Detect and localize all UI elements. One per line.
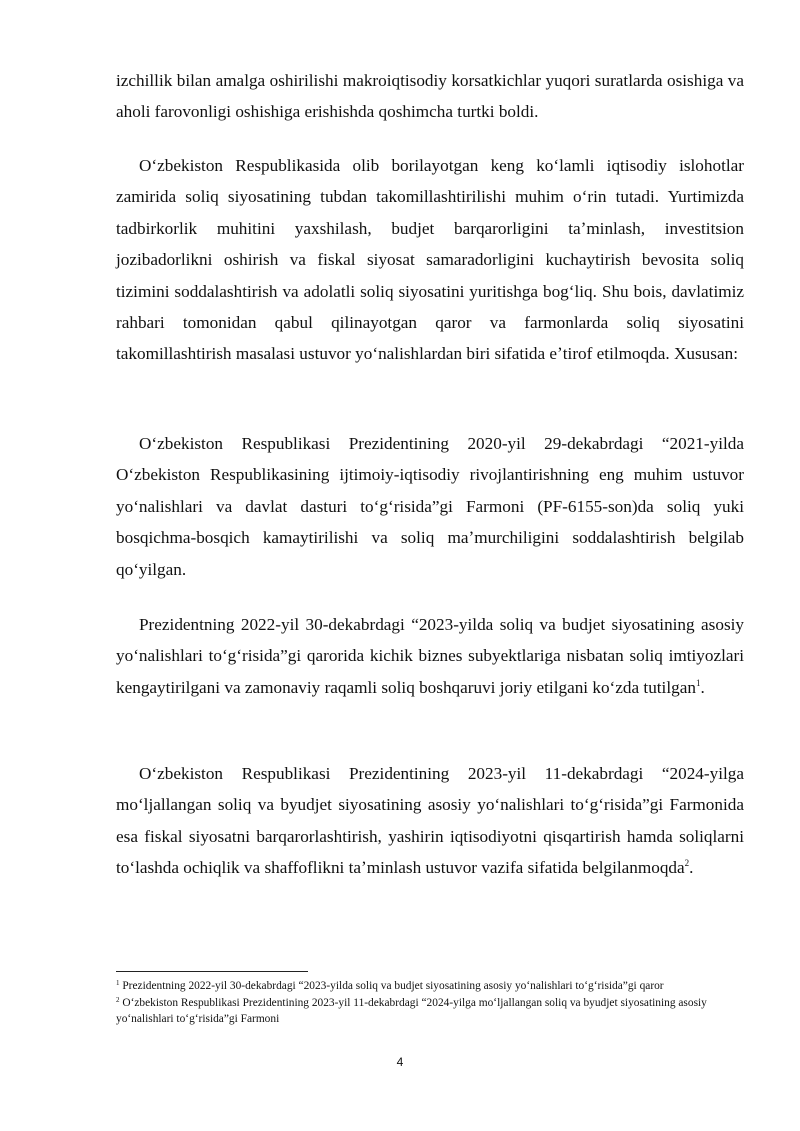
paragraph-decree-pf-6155 <box>116 428 744 585</box>
paragraph-end-punct: . <box>700 677 705 697</box>
footnote-reference[interactable]: 1 <box>695 677 701 688</box>
paragraph-continuation <box>116 65 744 128</box>
paragraph-end-punct: . <box>689 858 694 878</box>
paragraph-text: Oʻzbekiston Respublikasi Prezidentining 2023-yil 11-dekabrdagi “2024-yilga moʻljallangan soliq va byudjet siyosatining asosiy yoʻnalishlari toʻgʻrisida”gi Farmonida esa fiskal siyosatni barqarorlashtirish, yashirin iqtisodiyotni qisqartirish hamda soliqlarni toʻlashda ochiqlik va shaffoflikni taʼminlash ustuvor vazifa sifatida belgilanmoqda <box>116 764 744 878</box>
footnote-item <box>116 978 740 994</box>
paragraph-text: izchillik bilan amalga oshirilishi makroiqtisodiy korsatkichlar yuqori suratlarda osishiga va aholi farovonligi oshishiga erishishda qoshimcha turtki boldi. <box>116 71 744 122</box>
footnotes <box>116 978 740 1028</box>
paragraph-decree-2024 <box>116 758 744 884</box>
footnote-item <box>116 995 740 1027</box>
paragraph-text: Prezidentning 2022-yil 30-dekabrdagi “2023-yilda soliq va budjet siyosatining asosiy yoʻnalishlari toʻgʻrisida”gi qarorida kichik biznes subyektlariga nisbatan soliq imtiyozlari kengaytirilgani va zamonaviy raqamli soliq boshqaruvi joriy etilgani koʻzda tutilgan <box>116 615 744 697</box>
paragraph-text: Oʻzbekiston Respublikasida olib borilayotgan keng koʻlamli iqtisodiy islohotlar zamirida soliq siyosatining tubdan takomillashtirilishi muhim oʻrin tutadi. Yurtimizda tadbirkorlik muhitini yaxshilash, budjet barqarorligini taʼminlash, investitsion jozibadorlikni oshirish va fiskal siyosat samaradorligini kuchaytirish bevosita soliq tizimini soddalashtirish va adolatli soliq siyosatini yuritishga bogʻliq. Shu bois, davlatimiz rahbari tomonidan qabul qilinayotgan qaror va farmonlarda soliq siyosatini takomillashtirish masalasi ustuvor yoʻnalishlardan biri sifatida eʼtirof etilmoqda. Xususan: <box>116 156 744 364</box>
page-number: 4 <box>396 1055 404 1069</box>
paragraph-text: Oʻzbekiston Respublikasi Prezidentining 2020-yil 29-dekabrdagi “2021-yilda Oʻzbekiston Respublikasining ijtimoiy-iqtisodiy rivojlantirishning eng muhim ustuvor yoʻnalishlari va davlat dasturi toʻgʻrisida”gi Farmoni (PF-6155-son)da soliq yuki bosqichma-bosqich kamaytirilishi va soliq maʼmurchiligini soddalashtirish belgilab qoʻyilgan. <box>116 434 744 579</box>
footnote-text: Oʻzbekiston Respublikasi Prezidentining 2023-yil 11-dekabrdagi “2024-yilga moʻljallangan soliq va byudjet siyosatining asosiy yoʻnalishlari toʻgʻrisida”gi Farmoni <box>116 997 707 1025</box>
footnote-divider <box>116 971 308 972</box>
footnote-reference[interactable]: 2 <box>684 858 690 869</box>
footnote-mark: 1 <box>116 979 120 987</box>
footnote-text: Prezidentning 2022-yil 30-dekabrdagi “2023-yilda soliq va budjet siyosatining asosiy yoʻnalishlari toʻgʻrisida”gi qaror <box>119 980 664 992</box>
paragraph-tax-policy <box>116 150 744 370</box>
footnote-mark: 2 <box>116 996 120 1004</box>
paragraph-resolution-2023 <box>116 609 744 703</box>
